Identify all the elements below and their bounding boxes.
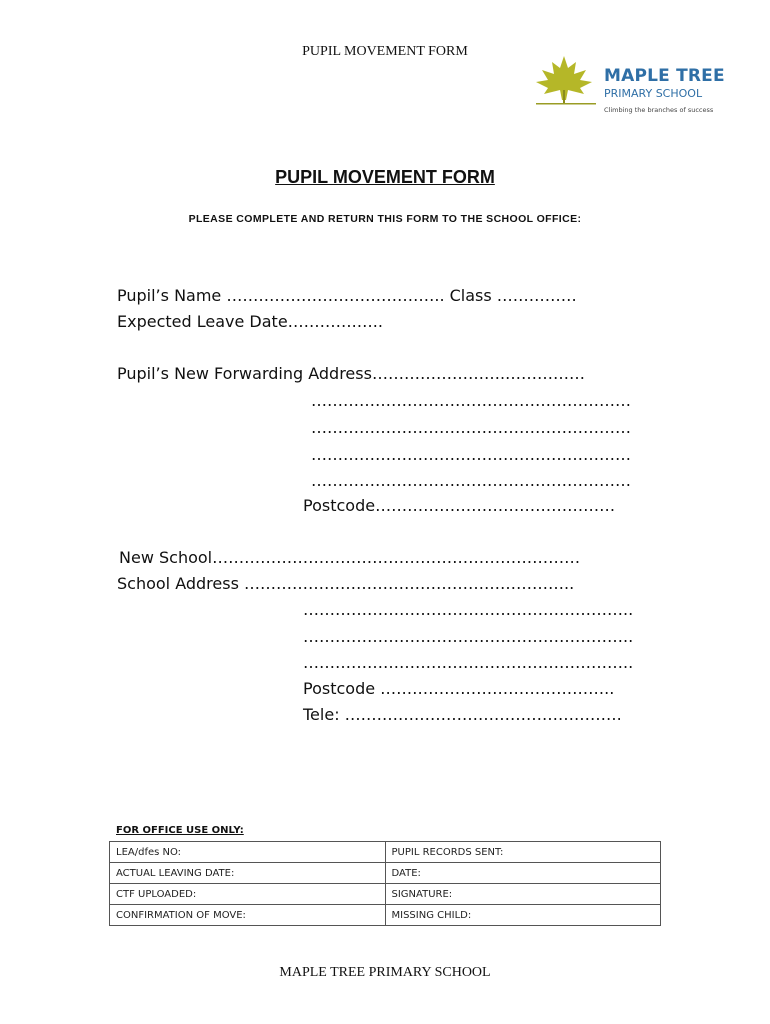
address-line: ……………………………………………………	[311, 445, 631, 464]
new-school-field: New School……………………………………………………………	[119, 548, 581, 567]
school-address-line: ……………………………………………………..	[303, 627, 634, 646]
table-row	[110, 842, 661, 863]
logo-tagline: Climbing the branches of success	[604, 106, 714, 114]
postcode-field: Postcode………………………………………	[303, 496, 616, 515]
maple-leaf-icon	[528, 54, 600, 110]
form-title: PUPIL MOVEMENT FORM	[275, 167, 495, 187]
telephone-field: Tele: …………………………………………….	[303, 705, 622, 724]
table-cell: DATE:	[385, 863, 661, 884]
table-cell: CONFIRMATION OF MOVE:	[110, 905, 386, 926]
table-cell: SIGNATURE:	[385, 884, 661, 905]
address-line: ……………………………………………………	[311, 418, 631, 437]
school-address-field: School Address ……………………………………………………..	[117, 574, 575, 593]
page-footer: MAPLE TREE PRIMARY SCHOOL	[279, 965, 491, 980]
pupil-name-field: Pupil’s Name ………………………………….. Class ……………	[117, 286, 577, 305]
table-cell: LEA/dfes NO:	[110, 842, 386, 863]
table-row	[110, 905, 661, 926]
table-cell: CTF UPLOADED:	[110, 884, 386, 905]
school-address-line: ……………………………………………………..	[303, 653, 634, 672]
logo-title: MAPLE TREE	[604, 66, 725, 86]
address-line: ……………………………………………………	[311, 471, 631, 490]
table-cell: ACTUAL LEAVING DATE:	[110, 863, 386, 884]
school-logo	[528, 54, 728, 118]
forwarding-address-field: Pupil’s New Forwarding Address…………………….……………	[117, 364, 586, 383]
table-cell: PUPIL RECORDS SENT:	[385, 842, 661, 863]
school-address-line: ……………………………………………………..	[303, 600, 634, 619]
table-row	[110, 884, 661, 905]
running-header: PUPIL MOVEMENT FORM	[302, 44, 468, 59]
form-instruction: PLEASE COMPLETE AND RETURN THIS FORM TO THE SCHOOL OFFICE:	[188, 213, 582, 225]
leave-date-field: Expected Leave Date………….…..	[117, 312, 383, 331]
table-row	[110, 863, 661, 884]
office-use-heading: FOR OFFICE USE ONLY:	[116, 825, 244, 836]
logo-subtitle: PRIMARY SCHOOL	[604, 87, 703, 100]
school-postcode-field: Postcode ……………………………………..	[303, 679, 615, 698]
table-cell: MISSING CHILD:	[385, 905, 661, 926]
address-line: ……………………………………………………	[311, 391, 631, 410]
office-use-table	[109, 841, 661, 926]
